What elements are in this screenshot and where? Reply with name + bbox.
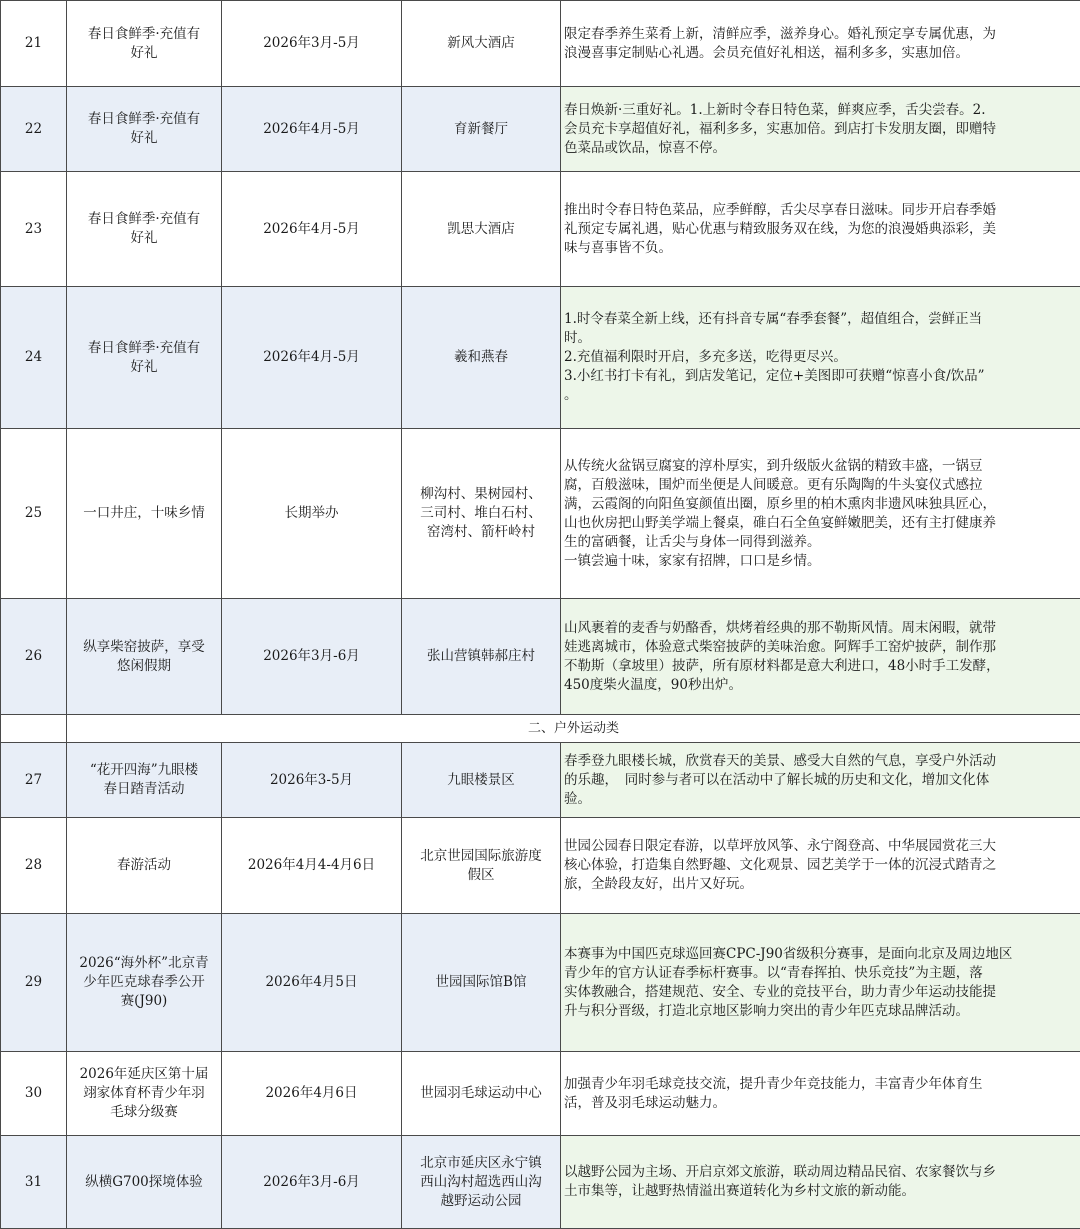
section-spacer [1, 715, 67, 743]
row-number: 30 [1, 1052, 67, 1136]
row-number: 28 [1, 818, 67, 914]
activity-description: 本赛事为中国匹克球巡回赛CPC-J90省级积分赛事，是面向北京及周边地区 青少年的官方认证春季标杆赛事。以“青春挥拍、快乐竞技”为主题，落 实体教融合，搭建规范、安全、专业的竞技平台，助力青少年运动技能提 升与积分晋级，打造北京地区影响力突出的青少年匹克球品牌活动。 [561, 914, 1080, 1052]
activity-name: 春日食鲜季·充值有 好礼 [67, 87, 222, 172]
activity-name: “花开四海”九眼楼 春日踏青活动 [67, 743, 222, 818]
activity-name: 纵横G700探境体验 [67, 1136, 222, 1229]
table-row [1, 599, 1080, 715]
activity-name: 春日食鲜季·充值有 好礼 [67, 1, 222, 87]
activity-date: 2026年4月-5月 [222, 287, 402, 429]
activity-description: 推出时令春日特色菜品，应季鲜醇，舌尖尽享春日滋味。同步开启春季婚 礼预定专属礼遇，贴心优惠与精致服务双在线，为您的浪漫婚典添彩，美 味与喜事皆不负。 [561, 172, 1080, 287]
table-row [1, 1, 1080, 87]
row-number: 24 [1, 287, 67, 429]
activity-venue: 张山营镇韩郝庄村 [402, 599, 561, 715]
activity-date: 2026年4月-5月 [222, 87, 402, 172]
activity-date: 2026年4月4-4月6日 [222, 818, 402, 914]
table-row [1, 87, 1080, 172]
row-number: 29 [1, 914, 67, 1052]
activity-description: 春季登九眼楼长城，欣赏春天的美景、感受大自然的气息，享受户外活动 的乐趣， 同时参与者可以在活动中了解长城的历史和文化，增加文化体 验。 [561, 743, 1080, 818]
activity-date: 2026年3月-5月 [222, 1, 402, 87]
table-row [1, 1052, 1080, 1136]
activity-date: 2026年4月6日 [222, 1052, 402, 1136]
table-row [1, 914, 1080, 1052]
section-title: 二、户外运动类 [67, 715, 1080, 743]
activity-venue: 柳沟村、果树园村、 三司村、堆白石村、 窑湾村、箭杆岭村 [402, 429, 561, 599]
row-number: 26 [1, 599, 67, 715]
table-row [1, 818, 1080, 914]
row-number: 22 [1, 87, 67, 172]
activity-venue: 世园羽毛球运动中心 [402, 1052, 561, 1136]
activity-date: 2026年3月-6月 [222, 599, 402, 715]
activity-description: 限定春季养生菜肴上新，清鲜应季，滋养身心。婚礼预定享专属优惠，为 浪漫喜事定制贴心礼遇。会员充值好礼相送，福利多多，实惠加倍。 [561, 1, 1080, 87]
activity-description: 以越野公园为主场、开启京郊文旅游，联动周边精品民宿、农家餐饮与乡 土市集等，让越野热情溢出赛道转化为乡村文旅的新动能。 [561, 1136, 1080, 1229]
activity-description: 春日焕新·三重好礼。1.上新时令春日特色菜，鲜爽应季，舌尖尝春。2. 会员充卡享超值好礼，福利多多，实惠加倍。到店打卡发朋友圈，即赠特 色菜品或饮品，惊喜不停。 [561, 87, 1080, 172]
activity-venue: 九眼楼景区 [402, 743, 561, 818]
row-number: 27 [1, 743, 67, 818]
activity-name: 春日食鲜季·充值有 好礼 [67, 287, 222, 429]
activity-venue: 羲和燕春 [402, 287, 561, 429]
row-number: 23 [1, 172, 67, 287]
activity-description: 世园公园春日限定春游，以草坪放风筝、永宁阁登高、中华展园赏花三大 核心体验，打造集自然野趣、文化观景、园艺美学于一体的沉浸式踏青之 旅，全龄段友好，出片又好玩。 [561, 818, 1080, 914]
activity-description: 1.时令春菜全新上线，还有抖音专属“春季套餐”，超值组合，尝鲜正当 时。 2.充值福利限时开启，多充多送，吃得更尽兴。 3.小红书打卡有礼，到店发笔记，定位+美图即可获赠“惊喜小食/饮品” 。 [561, 287, 1080, 429]
section-header-row [1, 715, 1080, 743]
activity-name: 2026年延庆区第十届 翊家体育杯青少年羽 毛球分级赛 [67, 1052, 222, 1136]
activity-date: 2026年4月-5月 [222, 172, 402, 287]
activity-venue: 北京世园国际旅游度 假区 [402, 818, 561, 914]
activity-description: 山风裹着的麦香与奶酪香，烘烤着经典的那不勒斯风情。周末闲暇，就带 娃逃离城市，体验意式柴窑披萨的美味治愈。阿辉手工窑炉披萨，制作那 不勒斯（拿坡里）披萨，所有原材料都是意大利进口，48小时手工发酵， 450度柴火温度，90秒出炉。 [561, 599, 1080, 715]
activity-venue: 北京市延庆区永宁镇 西山沟村超选西山沟 越野运动公园 [402, 1136, 561, 1229]
activity-venue: 凯思大酒店 [402, 172, 561, 287]
row-number: 21 [1, 1, 67, 87]
row-number: 31 [1, 1136, 67, 1229]
activity-name: 纵享柴窑披萨，享受 悠闲假期 [67, 599, 222, 715]
table-row [1, 1136, 1080, 1229]
activity-name: 2026“海外杯”北京青 少年匹克球春季公开 赛(J90) [67, 914, 222, 1052]
activity-venue: 新风大酒店 [402, 1, 561, 87]
activity-venue: 世园国际馆B馆 [402, 914, 561, 1052]
table-row [1, 429, 1080, 599]
activity-description: 从传统火盆锅豆腐宴的淳朴厚实，到升级版火盆锅的精致丰盛，一锅豆 腐，百般滋味，围炉而坐便是人间暖意。更有乐陶陶的牛头宴仪式感拉 满，云霞阁的向阳鱼宴颜值出圈，原乡里的柏木熏肉非遗风味独具匠心， 山也伙房把山野美学端上餐桌，碓白石全鱼宴鲜嫩肥美，还有主打健康养 生的富硒餐，让舌尖与身体一同得到滋养。 一镇尝遍十味，家家有招牌，口口是乡情。 [561, 429, 1080, 599]
activity-date: 2026年3月-6月 [222, 1136, 402, 1229]
activity-name: 春日食鲜季·充值有 好礼 [67, 172, 222, 287]
activity-description: 加强青少年羽毛球竞技交流，提升青少年竞技能力，丰富青少年体育生 活，普及羽毛球运动魅力。 [561, 1052, 1080, 1136]
activity-date: 长期举办 [222, 429, 402, 599]
table-row [1, 743, 1080, 818]
row-number: 25 [1, 429, 67, 599]
table-row [1, 172, 1080, 287]
table-row [1, 287, 1080, 429]
activity-date: 2026年4月5日 [222, 914, 402, 1052]
activity-date: 2026年3-5月 [222, 743, 402, 818]
activity-venue: 育新餐厅 [402, 87, 561, 172]
activity-name: 一口井庄，十味乡情 [67, 429, 222, 599]
activity-name: 春游活动 [67, 818, 222, 914]
